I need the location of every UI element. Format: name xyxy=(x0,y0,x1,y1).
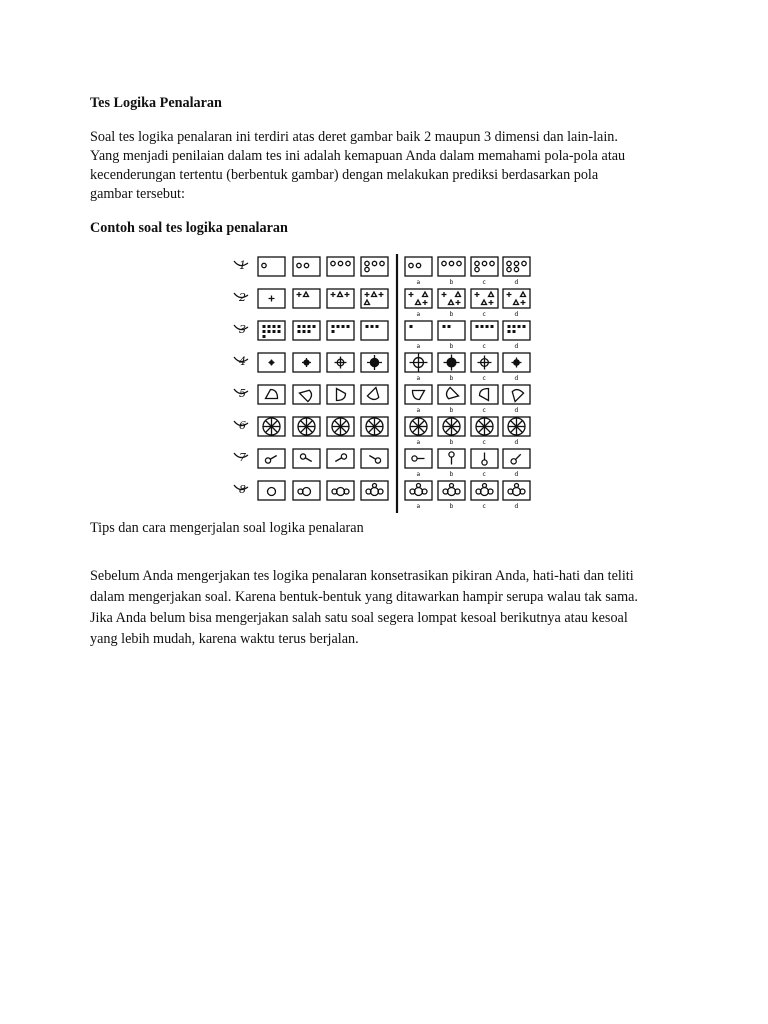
option-box xyxy=(438,257,465,276)
question-marker: 4 xyxy=(239,355,246,368)
advice-line: Sebelum Anda mengerjakan tes logika penalaran konsetrasikan pikiran Anda, hati-hati dan teliti xyxy=(90,568,634,584)
option-label: d xyxy=(514,279,519,286)
option-label: c xyxy=(482,343,486,350)
option-label: d xyxy=(514,375,519,382)
question-box xyxy=(327,321,354,340)
option-label: a xyxy=(416,439,421,446)
option-box xyxy=(405,321,432,340)
option-label: d xyxy=(514,439,519,446)
question-box xyxy=(293,385,320,404)
question-row xyxy=(234,321,530,350)
option-label: d xyxy=(514,343,519,350)
question-box xyxy=(361,257,388,276)
option-label: b xyxy=(449,503,454,510)
question-box xyxy=(258,385,285,404)
question-box xyxy=(327,257,354,276)
option-label: a xyxy=(416,343,421,350)
question-row xyxy=(234,353,530,382)
option-label: d xyxy=(514,311,519,318)
option-label: b xyxy=(449,279,454,286)
question-row xyxy=(234,481,530,510)
option-box xyxy=(471,385,498,404)
option-label: c xyxy=(482,407,486,414)
question-row xyxy=(234,417,530,446)
question-marker: 7 xyxy=(239,451,246,464)
option-label: c xyxy=(482,279,486,286)
option-label: d xyxy=(514,503,519,510)
intro-line: gambar tersebut: xyxy=(90,186,185,202)
intro-line: kecenderungan tertentu (berbentuk gambar) dengan melakukan prediksi berdasarkan pola xyxy=(90,167,599,183)
option-label: c xyxy=(482,471,486,478)
option-box xyxy=(503,257,530,276)
option-label: c xyxy=(482,311,486,318)
question-box xyxy=(293,481,320,500)
question-marker: 5 xyxy=(239,387,246,400)
option-box xyxy=(471,321,498,340)
question-box xyxy=(258,481,285,500)
option-label: b xyxy=(449,343,454,350)
option-label: c xyxy=(482,503,486,510)
document-title: Tes Logika Penalaran xyxy=(90,95,222,111)
question-marker: 8 xyxy=(239,483,246,496)
intro-line: Soal tes logika penalaran ini terdiri atas deret gambar baik 2 maupun 3 dimensi dan lain-lain. xyxy=(90,129,618,145)
question-marker: 3 xyxy=(239,323,246,336)
option-label: c xyxy=(482,439,486,446)
advice-line: dalam mengerjakan soal. Karena bentuk-bentuk yang ditawarkan hampir serupa walau tak sama. xyxy=(90,589,638,605)
option-box xyxy=(438,385,465,404)
option-label: a xyxy=(416,375,421,382)
option-label: b xyxy=(449,471,454,478)
option-label: b xyxy=(449,407,454,414)
option-label: a xyxy=(416,471,421,478)
question-box xyxy=(361,385,388,404)
option-label: a xyxy=(416,279,421,286)
option-label: a xyxy=(416,311,421,318)
option-label: b xyxy=(449,311,454,318)
option-label: a xyxy=(416,503,421,510)
option-box xyxy=(503,385,530,404)
option-label: d xyxy=(514,471,519,478)
advice-line: Jika Anda belum bisa mengerjakan salah satu soal segera lompat kesoal berikutnya atau kesoal xyxy=(90,610,628,626)
example-heading: Contoh soal tes logika penalaran xyxy=(90,220,288,236)
intro-paragraph xyxy=(90,128,690,204)
question-row xyxy=(234,449,530,478)
question-marker: 2 xyxy=(239,291,246,304)
logic-test-diagram xyxy=(231,251,533,519)
tips-heading: Tips dan cara mengerjalan soal logika penalaran xyxy=(90,520,364,536)
option-box xyxy=(405,385,432,404)
option-box xyxy=(471,257,498,276)
question-marker: 6 xyxy=(239,419,246,432)
question-row xyxy=(234,289,530,318)
question-box xyxy=(258,321,285,340)
question-box xyxy=(361,321,388,340)
option-label: c xyxy=(482,375,486,382)
option-label: d xyxy=(514,407,519,414)
question-row xyxy=(234,385,530,414)
option-label: a xyxy=(416,407,421,414)
logic-test-figure xyxy=(231,251,533,519)
question-row xyxy=(234,257,530,286)
option-box xyxy=(438,321,465,340)
question-marker: 1 xyxy=(239,259,246,272)
advice-paragraph xyxy=(90,566,690,650)
question-box xyxy=(293,321,320,340)
question-box xyxy=(327,385,354,404)
option-label: b xyxy=(449,375,454,382)
option-label: b xyxy=(449,439,454,446)
advice-line: yang lebih mudah, karena waktu terus berjalan. xyxy=(90,631,359,647)
intro-line: Yang menjadi penilaian dalam tes ini adalah kemapuan Anda dalam memahami pola-pola atau xyxy=(90,148,626,164)
question-box xyxy=(327,481,354,500)
option-box xyxy=(503,321,530,340)
